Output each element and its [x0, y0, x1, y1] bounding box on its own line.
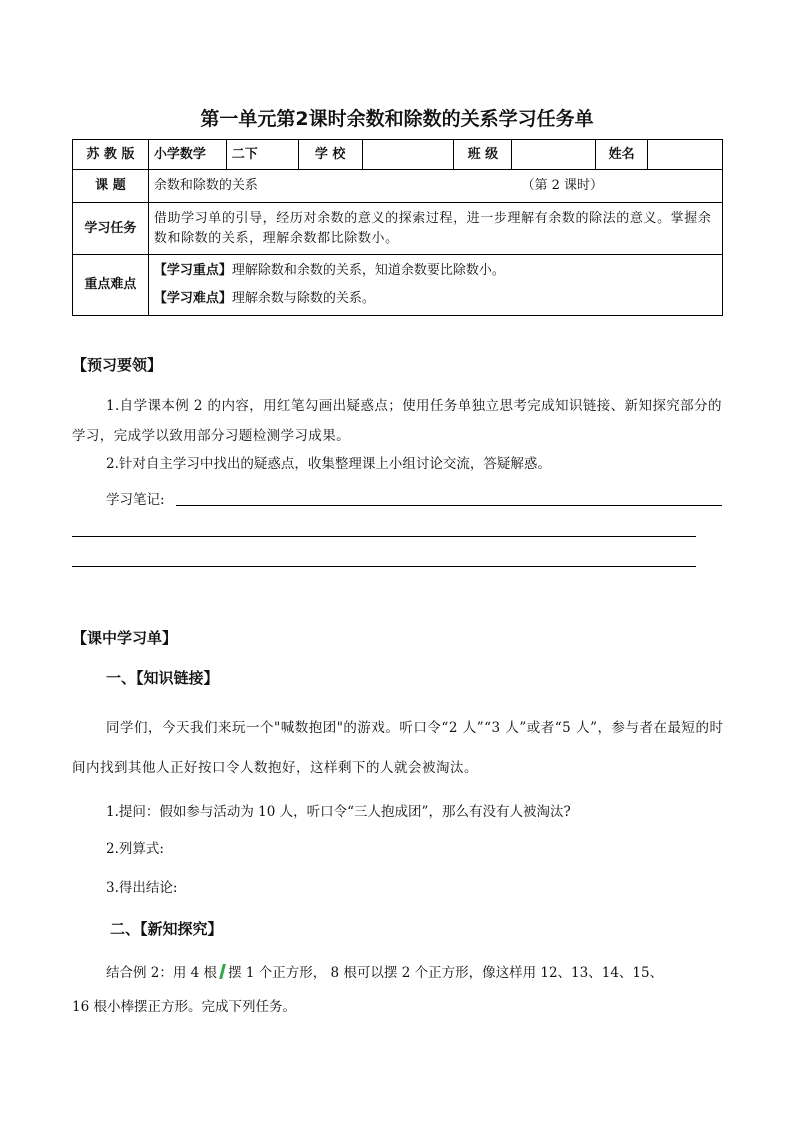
- difficulty-text: 理解余数与除数的关系。: [231, 291, 375, 306]
- notes-line-1[interactable]: [176, 505, 722, 506]
- task-row: [73, 203, 723, 255]
- key-cell: [148, 255, 722, 316]
- inclass-heading: 【课中学习单】: [72, 629, 178, 647]
- name-label: 姓名: [596, 140, 648, 170]
- info-table: [72, 139, 723, 316]
- grade-cell: 二下: [226, 140, 298, 170]
- task-value: 借助学习单的引导，经历对余数的意义的探索过程，进一步理解有余数的除法的意义。掌握余数和除数的关系，理解余数都比除数小。: [148, 203, 722, 255]
- example-text-b: 摆 1 个正方形， 8 根可以摆 2 个正方形，像这样用 12、13、14、15、: [228, 965, 664, 981]
- question-3: 3.得出结论:: [106, 880, 178, 896]
- preview-item-2: 2.针对自主学习中找出的疑惑点，收集整理课上小组讨论交流，答疑解惑。: [106, 456, 551, 472]
- focus-text: 理解除数和余数的关系，知道余数要比除数小。: [231, 263, 505, 278]
- notes-line-3[interactable]: [72, 566, 696, 567]
- focus-line: [154, 257, 717, 285]
- topic-value: 余数和除数的关系: [153, 178, 258, 193]
- topic-cell: [148, 170, 722, 203]
- publisher-cell: 苏 教 版: [73, 140, 149, 170]
- example-line-1: [106, 962, 726, 984]
- subject-cell: 小学数学: [148, 140, 226, 170]
- school-field[interactable]: [362, 140, 454, 170]
- preview-heading: 【预习要领】: [72, 356, 163, 374]
- game-intro: 同学们，今天我们来玩一个"喊数抱团"的游戏。听口令“2 人”“3 人”或者“5 人”，参与者在最短的时间内找到其他人正好按口令人数抱好，这样剩下的人就会被淘汰。: [72, 720, 724, 776]
- preview-item-1: 1.自学课本例 2 的内容，用红笔勾画出疑惑点；使用任务单独立思考完成知识链接、新知探究部分的学习，完成学以致用部分习题检测学习成果。: [72, 398, 722, 444]
- notes-line-2[interactable]: [72, 536, 696, 537]
- page-title: 第一单元第2课时余数和除数的关系学习任务单: [200, 108, 594, 130]
- class-label: 班 级: [454, 140, 512, 170]
- question-1: 1.提问：假如参与活动为 10 人，听口令“三人抱成团”，那么有没有人被淘汰?: [106, 804, 571, 820]
- example-line-2: 16 根小棒摆正方形。完成下列任务。: [72, 999, 296, 1015]
- class-field[interactable]: [512, 140, 596, 170]
- difficulty-tag: 【学习难点】: [153, 291, 232, 306]
- green-stick-icon: [219, 964, 226, 979]
- topic-label: 课 题: [73, 170, 149, 203]
- focus-tag: 【学习重点】: [153, 263, 232, 278]
- difficulty-line: [154, 285, 717, 313]
- example-text-a: 结合例 2：用 4 根: [106, 965, 218, 981]
- knowledge-link-heading: 一、【知识链接】: [106, 669, 219, 687]
- new-knowledge-heading: 二、【新知探究】: [110, 920, 223, 938]
- name-field[interactable]: [648, 140, 723, 170]
- topic-period: （第 2 课时）: [521, 178, 604, 193]
- notes-label: 学习笔记:: [106, 492, 165, 508]
- question-2: 2.列算式:: [106, 841, 164, 857]
- key-label: 重点难点: [73, 255, 149, 316]
- school-label: 学 校: [298, 140, 362, 170]
- topic-row: [73, 170, 723, 203]
- key-row: [73, 255, 723, 316]
- task-label: 学习任务: [73, 203, 149, 255]
- header-row: [73, 140, 723, 170]
